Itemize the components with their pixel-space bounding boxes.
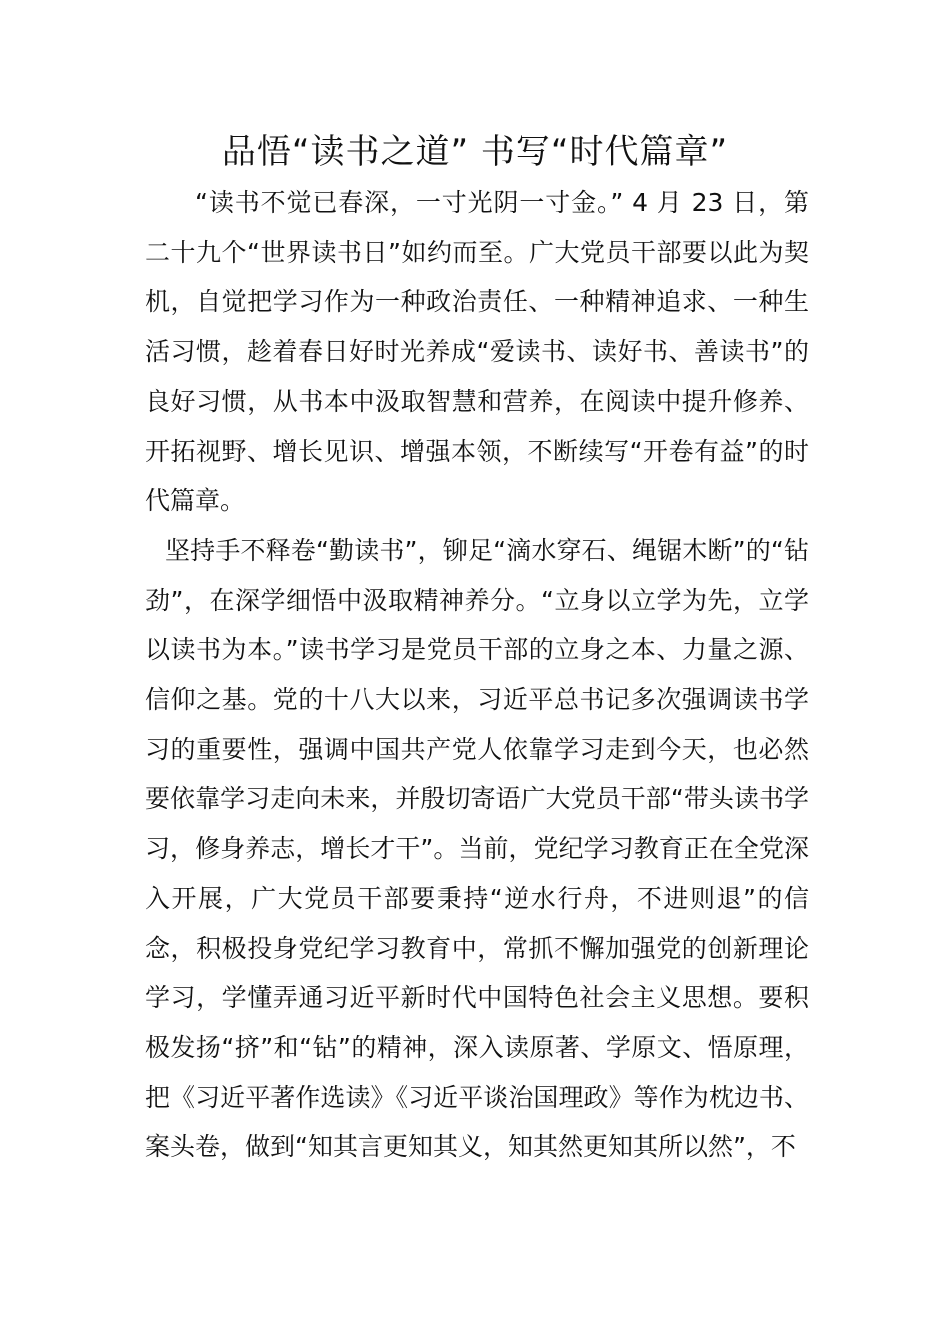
paragraph: “读书不觉已春深，一寸光阴一寸金。” 4 月 23 日，第二十九个“世界读书日”如约而至。广大党员干部要以此为契机，自觉把学习作为一种政治责任、一种精神追求、一种生活习惯，趁着春日好时光养成“爱读书、读好书、善读书”的良好习惯，从书本中汲取智慧和营养，在阅读中提升修养、开拓视野、增长见识、增强本领，不断续写“开卷有益”的时代篇章。 bbox=[145, 188, 809, 516]
document-body bbox=[145, 178, 809, 1172]
document-title: 品悟“读书之道” 书写“时代篇章” bbox=[221, 132, 729, 172]
paragraph: 坚持手不释卷“勤读书”，铆足“滴水穿石、绳锯木断”的“钻劲”，在深学细悟中汲取精神养分。“立身以立学为先，立学以读书为本。”读书学习是党员干部的立身之本、力量之源、信仰之基。党的十八大以来，习近平总书记多次强调读书学习的重要性，强调中国共产党人依靠学习走到今天，也必然要依靠学习走向未来，并殷切寄语广大党员干部“带头读书学习，修身养志，增长才干”。当前，党纪学习教育正在全党深入开展，广大党员干部要秉持“逆水行舟，不进则退”的信念，积极投身党纪学习教育中，常抓不懈加强党的创新理论学习，学懂弄通习近平新时代中国特色社会主义思想。要积极发扬“挤”和“钻”的精神，深入读原著、学原文、悟原理，把《习近平著作选读》《习近平谈治国理政》等作为枕边书、案头卷，做到“知其言更知其义，知其然更知其所以然”，不 bbox=[145, 535, 809, 1162]
